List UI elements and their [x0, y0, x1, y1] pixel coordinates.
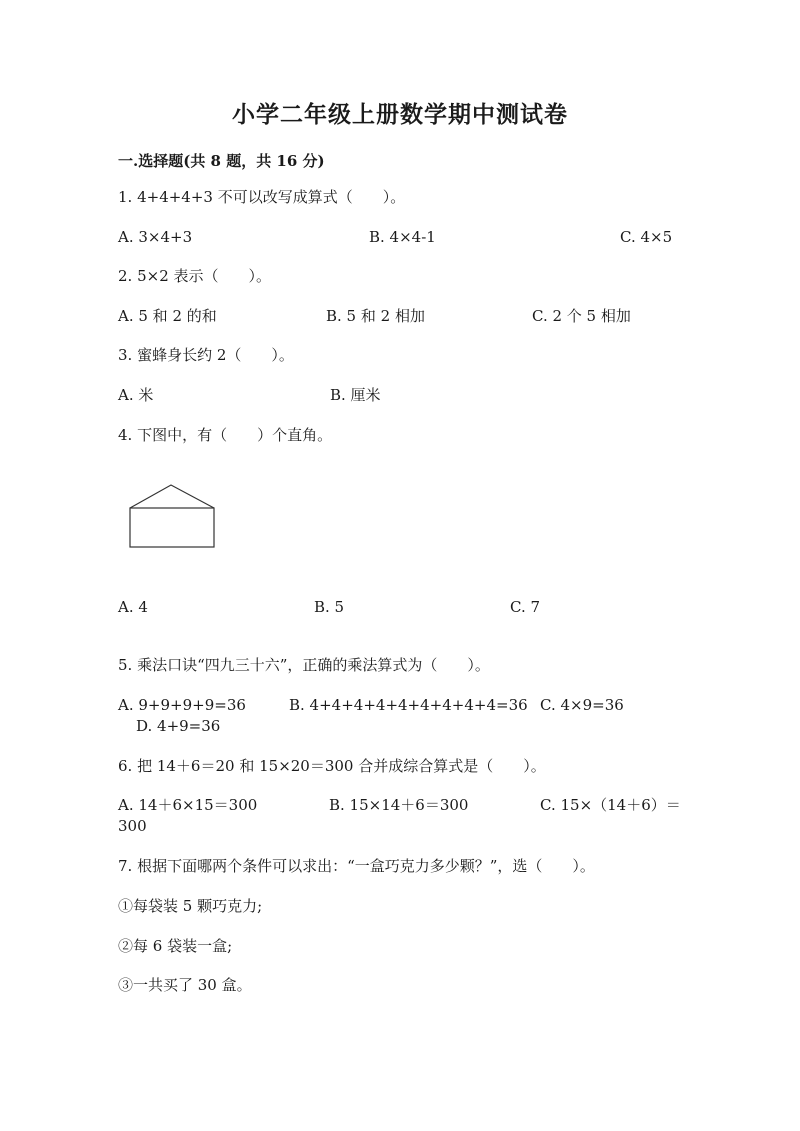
- q6-option-c-continued: 300: [118, 817, 147, 835]
- q1-option-a: A. 3×4+3: [118, 228, 193, 246]
- question-5: 5. 乘法口诀“四九三十六”，正确的乘法算式为（ ）。: [118, 656, 490, 674]
- q4-option-b: B. 5: [314, 598, 345, 616]
- q7-condition-2: ②每 6 袋装一盒;: [118, 937, 233, 955]
- q2-option-a: A. 5 和 2 的和: [118, 307, 217, 325]
- q6-option-b: B. 15×14＋6＝300: [329, 796, 469, 814]
- q1-option-c: C. 4×5: [620, 228, 673, 246]
- figure-rectangle-body: [130, 508, 214, 547]
- question-1: 1. 4+4+4+3 不可以改写成算式（ ）。: [118, 188, 406, 206]
- question-3: 3. 蜜蜂身长约 2（ ）。: [118, 346, 294, 364]
- q3-option-a: A. 米: [118, 386, 154, 404]
- page-title: 小学二年级上册数学期中测试卷: [232, 101, 568, 128]
- q4-option-c: C. 7: [510, 598, 541, 616]
- q3-option-b: B. 厘米: [330, 386, 381, 404]
- q7-condition-3: ③一共买了 30 盒。: [118, 976, 252, 994]
- figure-roof-triangle: [130, 485, 214, 508]
- q7-condition-1: ①每袋装 5 颗巧克力;: [118, 897, 263, 915]
- q5-option-d: D. 4+9=36: [136, 717, 221, 735]
- house-shape-figure: [128, 483, 218, 553]
- q5-option-b: B. 4+4+4+4+4+4+4+4+4=36: [289, 696, 528, 714]
- section-heading: 一.选择题(共 8 题，共 16 分): [118, 152, 325, 170]
- q2-option-b: B. 5 和 2 相加: [326, 307, 425, 325]
- q1-option-b: B. 4×4-1: [369, 228, 436, 246]
- question-2: 2. 5×2 表示（ ）。: [118, 267, 272, 285]
- q6-option-a: A. 14＋6×15＝300: [118, 796, 258, 814]
- question-4: 4. 下图中，有（ ）个直角。: [118, 426, 333, 444]
- q6-option-c: C. 15×（14＋6）＝: [540, 796, 681, 814]
- q5-option-a: A. 9+9+9+9=36: [118, 696, 246, 714]
- q4-option-a: A. 4: [118, 598, 148, 616]
- question-6: 6. 把 14＋6＝20 和 15×20＝300 合并成综合算式是（ ）。: [118, 757, 546, 775]
- q5-option-c: C. 4×9=36: [540, 696, 624, 714]
- q2-option-c: C. 2 个 5 相加: [532, 307, 631, 325]
- question-7: 7. 根据下面哪两个条件可以求出：“一盒巧克力多少颗？”，选（ ）。: [118, 857, 595, 875]
